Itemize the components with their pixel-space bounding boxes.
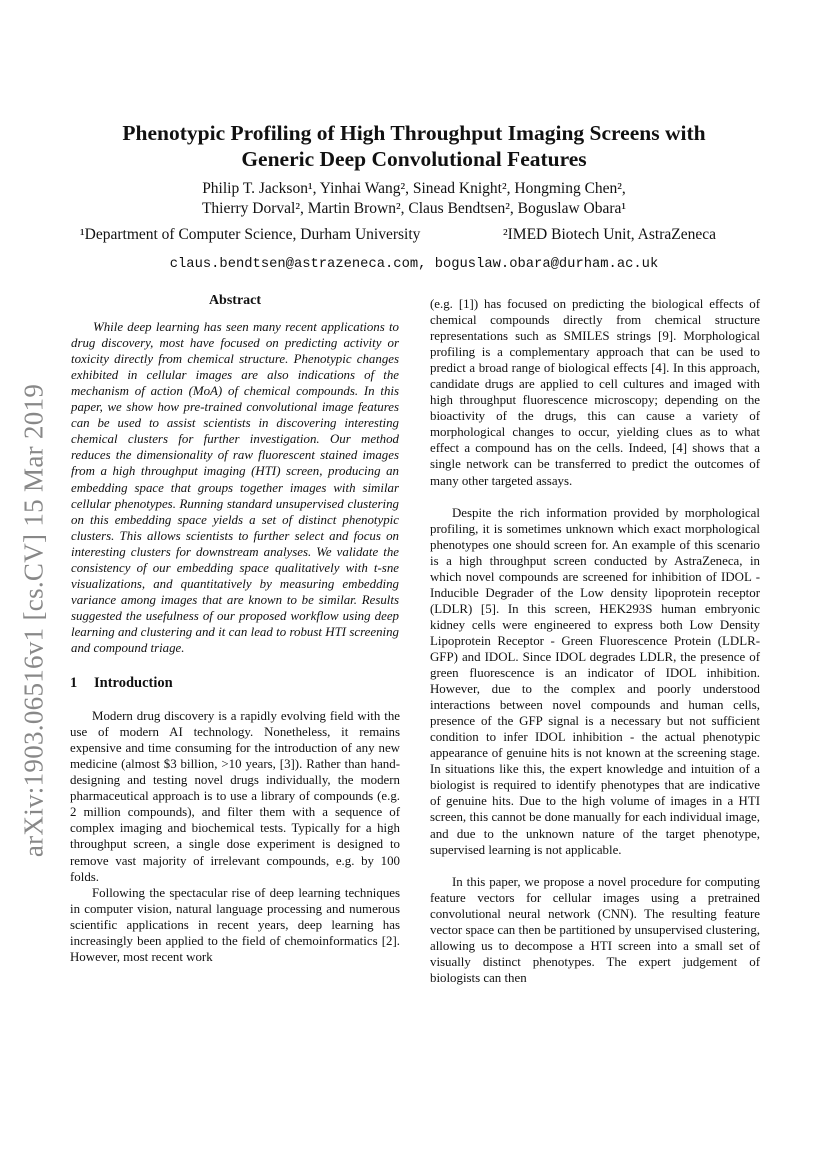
section-title: Introduction bbox=[94, 675, 173, 692]
author-emails: claus.bendtsen@astrazeneca.com, boguslaw.obara@durham.ac.uk bbox=[169, 257, 659, 272]
title-line-1: Phenotypic Profiling of High Throughput Imaging Screens with bbox=[122, 121, 706, 145]
intro-paragraph-4: In this paper, we propose a novel procedure for computing feature vectors for cellular images using a pretrained convolutional neural network (CNN). The resulting feature vector space can then be partitioned by unsupervised clustering, allowing us to decompose a HTI screen into a small set of visually distinct phenotypes. The expert judgement of biologists can then bbox=[430, 874, 760, 985]
authors-line-2: Thierry Dorval², Martin Brown², Claus Bendtsen², Boguslaw Obara¹ bbox=[201, 200, 627, 217]
author-list bbox=[100, 179, 728, 219]
section-heading-introduction bbox=[70, 675, 400, 691]
intro-paragraph-2-continued: (e.g. [1]) has focused on predicting the biological effects of chemical compounds directly from chemical structure representations such as SMILES strings [9]. Morphological profiling is a complementary approach that can be used to predict a broad range of biological effects [4]. In this approach, candidate drugs are applied to cell cultures and imaged with high throughput fluorescence microscopy; depending on the bioactivity of the drugs, this can cause a variety of morphological changes to occur, yielding clues as to what effect a compound has on the cells. Indeed, [4] shows that a single network can be transferred to predict the outcomes of many other targeted assays. bbox=[430, 297, 760, 488]
intro-paragraph-2: Following the spectacular rise of deep learning techniques in computer vision, natural language processing and numerous scientific applications in recent years, deep learning has increasingly been applied to the field of chemoinformatics [2]. However, most recent work bbox=[70, 885, 400, 964]
right-column bbox=[430, 296, 760, 986]
title-line-2: Generic Deep Convolutional Features bbox=[241, 147, 587, 171]
abstract-heading: Abstract bbox=[208, 293, 262, 308]
arxiv-sidebar bbox=[14, 355, 54, 858]
affiliation-durham: ¹Department of Computer Science, Durham University bbox=[80, 226, 421, 243]
abstract-text: While deep learning has seen many recent applications to drug discovery, most have focused on predicting activity or toxicity directly from chemical structure. Phenotypic changes exhibited in cellular images are also indications of the mechanism of action (MoA) of chemical compounds. In this paper, we show how pre-trained convolutional image features can be used to assist scientists in discovering interesting chemical clusters for further investigation. Our method reduces the dimensionality of raw fluorescent stained images from a high throughput imaging (HTI) screen, producing an embedding space that groups together images with similar cellular phenotypes. Running standard unsupervised clustering on this embedding space yields a set of distinct phenotypic clusters. This allows scientists to further select and focus on interesting clusters for downstream analyses. We validate the consistency of our embedding space qualitatively with t-sne visualizations, and quantitatively by measuring embedding variance among images that are known to be similar. Results suggested the usefulness of our proposed workflow using deep learning and clustering and it can lead to robust HTI screening and compound triage. bbox=[71, 320, 399, 655]
section-number: 1 bbox=[70, 675, 78, 692]
paper-title bbox=[60, 120, 768, 172]
abstract-body bbox=[70, 319, 400, 656]
left-column bbox=[70, 290, 400, 965]
authors-line-1: Philip T. Jackson¹, Yinhai Wang², Sinead Knight², Hongming Chen², bbox=[202, 180, 626, 197]
intro-paragraph-3: Despite the rich information provided by morphological profiling, it is sometimes unknown which exact morphological phenotypes one should screen for. An example of this scenario is a high throughput screen conducted by AstraZeneca, in which novel compounds are screened for inhibition of IDOL - Inducible Degrader of the Low density lipoprotein receptor (LDLR) [5]. In this screen, HEK293S human embryonic kidney cells were engineered to express both Low Density Lipoprotein Receptor - Green Fluorescence Protein (LDLR-GFP) and IDOL. Since IDOL degrades LDLR, the presence of green fluorescence is an indicator of IDOL inhibition. However, due to the complex and poorly understood interactions between novel compounds and human cells, presence of the GFP signal is a necessary but not sufficient condition to infer IDOL inhibition - the actual phenotypic appearance of genuine hits is not known at the screening stage. In situations like this, the expert knowledge and intuition of a biologist is required to identify phenotypes that are indicative of genuine hits. Due to the high volume of images in a HTI screen, this cannot be done manually for each individual image, and due to the unknown nature of the target phenotype, supervised learning is not applicable. bbox=[430, 505, 760, 857]
arxiv-identifier: arXiv:1903.06516v1 [cs.CV] 15 Mar 2019 bbox=[18, 383, 49, 858]
affiliation-astrazeneca: ²IMED Biotech Unit, AstraZeneca bbox=[503, 226, 716, 243]
intro-paragraph-1: Modern drug discovery is a rapidly evolving field with the use of modern AI technology. Nonetheless, it remains expensive and time consuming for the introduction of any new medicine (almost $3 billion, >10 years, [3]). Rather than hand-designing and testing novel drugs individually, the modern pharmaceutical approach is to use a library of compounds (e.g. 2 million compounds), and filter them with a sequence of complex imaging and biochemical tests. Typically for a high throughput screen, a single dose experiment is designed to remove vast majority of irrelevant compounds, e.g. by 100 folds. bbox=[70, 709, 400, 884]
